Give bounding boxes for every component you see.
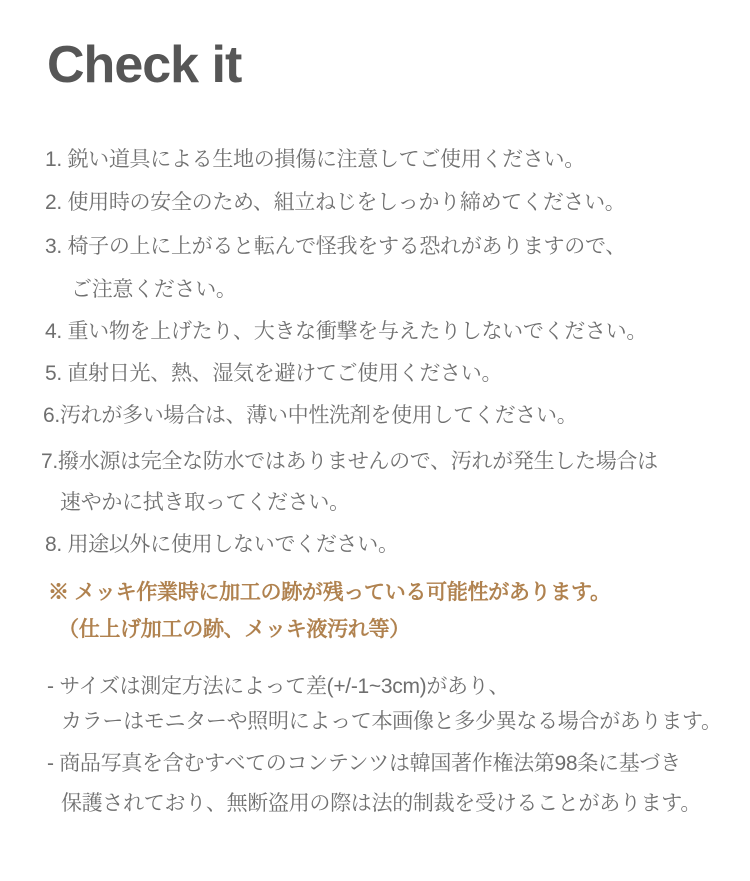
- precaution-item-3: 3. 椅子の上に上がると転んで怪我をする恐れがありますので、: [45, 235, 626, 258]
- precaution-item-8: 8. 用途以外に使用しないでください。: [45, 533, 399, 556]
- precaution-item-7-continued: 速やかに拭き取ってください。: [60, 491, 350, 514]
- page-title: Check it: [47, 36, 242, 94]
- precaution-item-5: 5. 直射日光、熱、湿気を避けてご使用ください。: [45, 362, 503, 385]
- precaution-item-7: 7.撥水源は完全な防水ではありませんので、汚れが発生した場合は: [41, 450, 658, 473]
- plating-note-line-1: ※ メッキ作業時に加工の跡が残っている可能性があります。: [48, 581, 611, 604]
- disclaimer-copyright-line-2: 保護されており、無断盗用の際は法的制裁を受けることがあります。: [61, 792, 702, 815]
- precaution-item-4: 4. 重い物を上げたり、大きな衝撃を与えたりしないでください。: [45, 320, 648, 343]
- plating-note-line-2: （仕上げ加工の跡、メッキ液汚れ等）: [58, 618, 410, 641]
- precaution-item-1: 1. 鋭い道具による生地の損傷に注意してご使用ください。: [45, 148, 585, 171]
- precaution-item-3-continued: ご注意ください。: [71, 278, 237, 301]
- disclaimer-copyright-line-1: - 商品写真を含むすべてのコンテンツは韓国著作権法第98条に基づき: [47, 752, 681, 775]
- precaution-item-6: 6.汚れが多い場合は、薄い中性洗剤を使用してください。: [43, 404, 578, 427]
- disclaimer-size-line-2: カラーはモニターや照明によって本画像と多少異なる場合があります。: [61, 710, 722, 733]
- disclaimer-size-line-1: - サイズは測定方法によって差(+/-1~3cm)があり、: [47, 675, 510, 698]
- precaution-item-2: 2. 使用時の安全のため、組立ねじをしっかり締めてください。: [45, 191, 626, 214]
